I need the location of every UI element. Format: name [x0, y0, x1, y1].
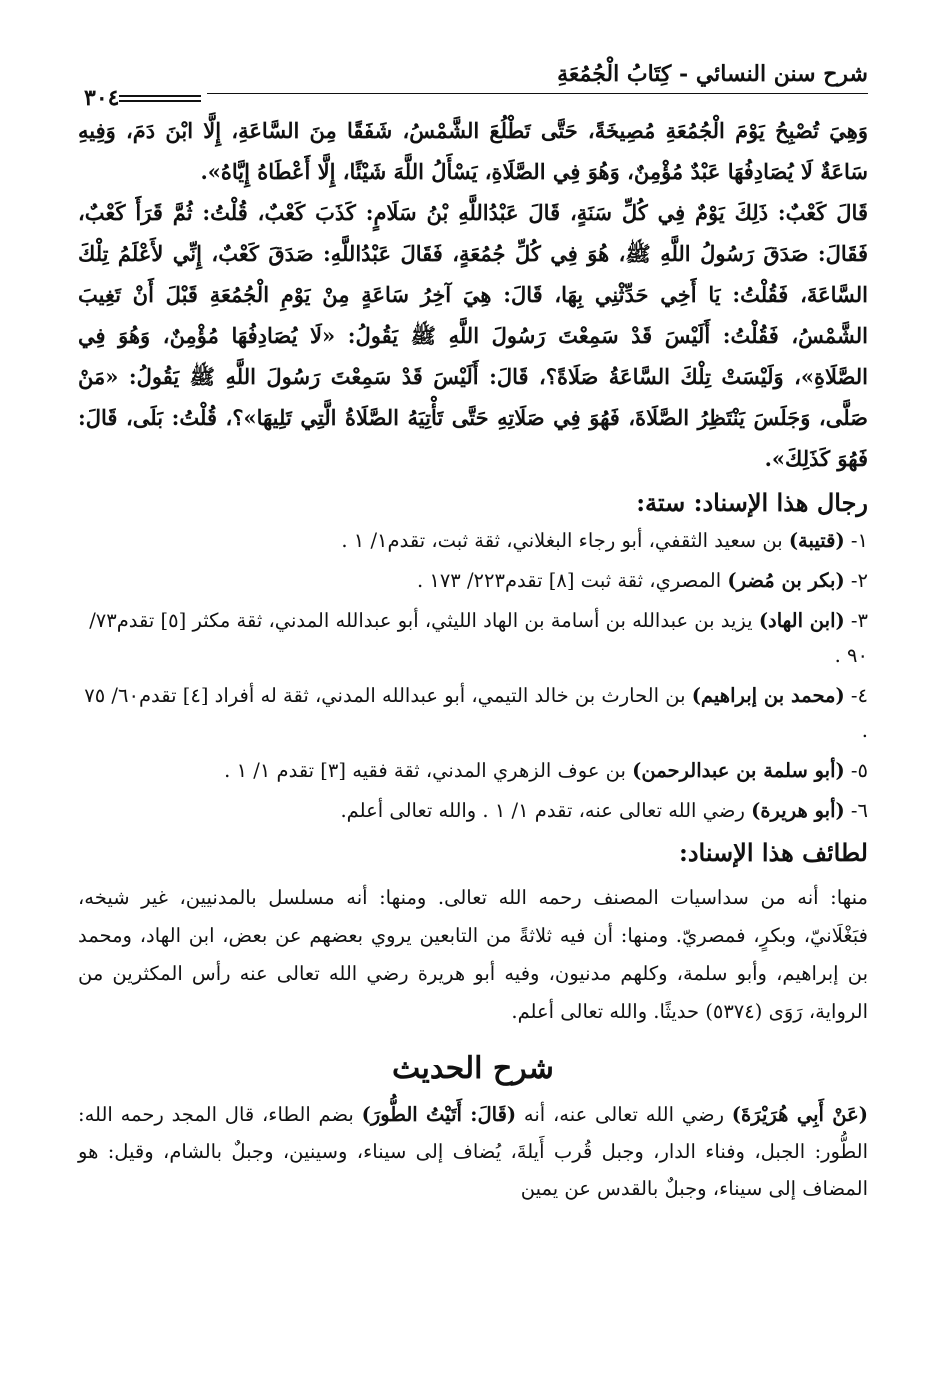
- narrators-heading: رجال هذا الإسناد: ستة:: [636, 488, 868, 517]
- narrator-name: (أبو هريرة): [751, 799, 845, 822]
- narrator-details: بن الحارث بن خالد التيمي، أبو عبدالله المدني، ثقة له أفراد [٤] تقدم٦٠/ ٧٥ .: [84, 684, 868, 742]
- narrator-number: ٣-: [844, 609, 868, 632]
- sharh-quote: (قَالَ: أَتَيْتُ الطُّورَ): [361, 1103, 517, 1126]
- narrator-details: يزيد بن عبدالله بن أسامة بن الهاد الليثي، أبو عبدالله المدني، ثقة مكثر [٥] تقدم٧٣/ ٩٠ .: [89, 609, 868, 667]
- narrator-name: (بكر بن مُضر): [727, 569, 845, 592]
- narrator-name: (ابن الهاد): [758, 609, 845, 632]
- narrator-item: [78, 793, 868, 828]
- sharh-text: [78, 1096, 868, 1207]
- lataif-text: منها: أنه من سداسيات المصنف رحمه الله تعالى. ومنها: أنه مسلسل بالمدنيين، غير شيخه، فبَغْلَانيّ، وبكرٍ، فمصريّ. ومنها: أن فيه ثلاثةً من التابعين يروي بعضهم عن بعض، ابن الهاد، ومحمد بن إبراهيم، وأبو سلمة، وكلهم مدنيون، وفيه أبو هريرة رضي الله تعالى عنه رأس المكثرين من الرواية، رَوَى (٥٣٧٤) حديثًا. والله تعالى أعلم.: [78, 886, 868, 1023]
- page-header: [78, 55, 868, 110]
- narrator-item: [78, 603, 868, 673]
- hadith-paragraph: قَالَ كَعْبٌ: ذَلِكَ يَوْمٌ فِي كُلِّ سَنَةٍ، قَالَ عَبْدُاللَّهِ بْنُ سَلَامٍ: كَذَبَ كَعْبٌ، قُلْتُ: ثُمَّ قَرَأَ كَعْبٌ، فَقَالَ: صَدَقَ رَسُولُ اللَّهِ ﷺ، هُوَ فِي كُلِّ جُمُعَةٍ، فَقَالَ عَبْدُاللَّهِ: صَدَقَ كَعْبٌ، إِنِّي لأَعْلَمُ تِلْكَ السَّاعَةَ، فَقُلْتُ: يَا أَخِي حَدِّثْنِي بِهَا، قَالَ: هِيَ آخِرُ سَاعَةٍ مِنْ يَوْمِ الْجُمُعَةِ قَبْلَ أَنْ تَغِيبَ الشَّمْسُ، فَقُلْتُ: أَلَيْسَ قَدْ سَمِعْتَ رَسُولَ اللَّهِ ﷺ يَقُولُ: «لَا يُصَادِفُهَا مُؤْمِنٌ، وَهُوَ فِي الصَّلَاةِ»، وَلَيْسَتْ تِلْكَ السَّاعَةُ صَلَاةً؟، قَالَ: أَلَيْسَ قَدْ سَمِعْتَ رَسُولَ اللَّهِ ﷺ يَقُولُ: «مَنْ صَلَّى، وَجَلَسَ يَنْتَظِرُ الصَّلَاةَ، فَهُوَ فِي صَلَاتِهِ حَتَّى تَأْتِيَهُ الصَّلَاةُ الَّتِي تَلِيهَا»؟، قُلْتُ: بَلَى، قَالَ: فَهُوَ كَذَلِكَ».: [78, 200, 868, 471]
- page-number-block: [78, 85, 207, 111]
- narrator-name: (محمد بن إبراهيم): [691, 684, 845, 707]
- narrator-details: المصري، ثقة ثبت [٨] تقدم٢٢٣/ ١٧٣ .: [416, 569, 728, 592]
- narrator-item: [78, 523, 868, 558]
- sharh-plain: رضي الله تعالى عنه، أنه: [516, 1103, 732, 1126]
- narrator-number: ١-: [844, 529, 868, 552]
- narrators-list: [78, 523, 868, 828]
- narrator-number: ٥-: [844, 759, 868, 782]
- narrator-item: [78, 753, 868, 788]
- page: [78, 55, 868, 1207]
- sharh-title: شرح الحديث: [392, 1051, 554, 1086]
- narrator-name: (أبو سلمة بن عبدالرحمن): [632, 759, 845, 782]
- lataif-heading: لطائف هذا الإسناد:: [678, 838, 868, 867]
- narrator-name: (قتيبة): [788, 529, 845, 552]
- page-number: ٣٠٤: [84, 85, 120, 111]
- narrator-details: بن عوف الزهري المدني، ثقة فقيه [٣] تقدم ١/ ١ .: [224, 759, 633, 782]
- sharh-plain: بضم الطاء، قال المجد رحمه الله: الطُّور: الجبل، وفناء الدار، وجبل قُرب أَيلةَ، يُضاف إلى سيناء، وسينين، وجبلٌ بالشام، وقيل: هو المضاف إلى سيناء، وجبلٌ بالقدس عن يمين: [78, 1103, 868, 1200]
- narrator-number: ٢-: [844, 569, 868, 592]
- sharh-quote: (عَنْ أَبِي هُرَيْرَةَ): [731, 1103, 868, 1126]
- narrator-item: [78, 563, 868, 598]
- narrator-number: ٦-: [844, 799, 868, 822]
- narrator-item: [78, 678, 868, 748]
- narrator-details: رضي الله تعالى عنه، تقدم ١/ ١ . والله تعالى أعلم.: [340, 799, 752, 822]
- hadith-text: [78, 110, 868, 479]
- hadith-paragraph: وَهِيَ تُصْبِحُ يَوْمَ الْجُمُعَةِ مُصِيخَةً، حَتَّى تَطْلُعَ الشَّمْسُ، شَفَقًا مِنَ السَّاعَةِ، إِلَّا ابْنَ دَمَ، وَفِيهِ سَاعَةٌ لَا يُصَادِفُهَا عَبْدٌ مُؤْمِنٌ، وَهُوَ فِي الصَّلَاةِ، يَسْأَلُ اللَّهَ شَيْئًا، إِلَّا أَعْطَاهُ إِيَّاهُ».: [78, 118, 868, 184]
- running-title: شرح سنن النسائي - كِتَابُ الْجُمُعَةِ: [557, 61, 868, 87]
- page-number-rule: [119, 92, 201, 105]
- narrator-details: بن سعيد الثقفي، أبو رجاء البغلاني، ثقة ثبت، تقدم١/ ١ .: [341, 529, 789, 552]
- narrator-number: ٤-: [844, 684, 868, 707]
